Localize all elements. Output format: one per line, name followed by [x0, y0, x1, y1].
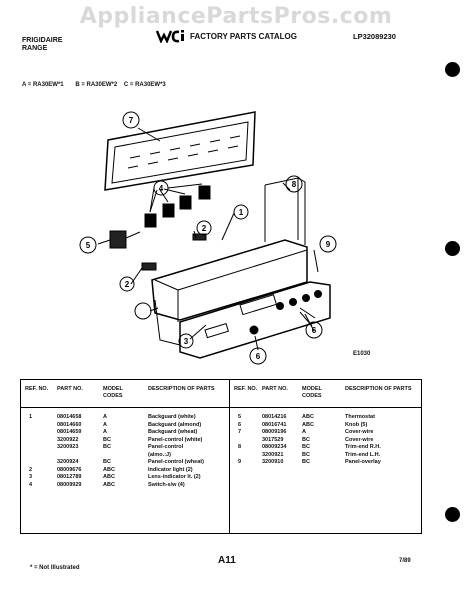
callout-label: 7 [128, 116, 134, 125]
table-cell-code: A [302, 429, 306, 435]
watermark: AppliancePartsPros.com [79, 4, 393, 29]
callout-label: 6 [255, 352, 261, 361]
table-cell-ref: 3 [29, 474, 33, 480]
wire-cover-part [105, 112, 255, 190]
thermostat-part [98, 231, 140, 248]
catalog-title: FACTORY PARTS CATALOG [190, 32, 297, 41]
table-cell-desc: Backguard (wheat) [148, 429, 198, 435]
table-cell-part: 08009929 [57, 481, 82, 488]
table-cell-code: ABC [302, 421, 314, 428]
table-cell-desc: Panel-control (white) [148, 436, 203, 443]
table-cell-part: 08009676 [57, 466, 82, 473]
backguard-part [152, 178, 307, 322]
callout-label: 6 [311, 326, 317, 335]
brand-text: FRIGIDAIRE [22, 37, 63, 44]
col-header-codes: MODEL CODES [302, 386, 322, 399]
table-cell-code: BC [103, 459, 111, 465]
table-cell-part: 3200922 [57, 436, 79, 443]
table-cell-code: BC [103, 444, 111, 450]
model-code-a: A [22, 82, 27, 88]
table-cell-desc: Backguard (almond) [148, 421, 202, 428]
column-divider [229, 380, 230, 533]
table-cell-ref: 8 [238, 444, 242, 450]
table-cell-part: 08014658 [57, 414, 82, 420]
table-cell-part: 3017529 [262, 436, 284, 443]
col-header-codes: MODEL CODES [103, 386, 123, 399]
table-cell-ref: 9 [238, 459, 242, 465]
model-code-c: C [123, 82, 129, 88]
figure-id: E1030 [353, 351, 371, 357]
table-cell-desc: Indicator light (2) [148, 466, 193, 473]
model-a: RA30EW*1 [32, 82, 64, 88]
table-cell-part: 08012789 [57, 474, 82, 480]
header-rule [20, 407, 422, 408]
table-cell-part: 3200910 [262, 459, 284, 465]
table-cell-code: ABC [302, 414, 314, 420]
table-cell-code: A [103, 429, 107, 435]
callout-label: 2 [124, 280, 130, 289]
table-cell-ref: 4 [29, 481, 33, 488]
table-cell-desc: Backguard (white) [148, 414, 196, 420]
indicator-light-part [142, 234, 206, 270]
table-cell-part: 08014659 [57, 429, 82, 435]
table-cell-code: ABC [103, 474, 115, 480]
callout-label: 2 [201, 224, 207, 233]
model-legend: A = RA30EW*1 B = RA30EW*2 C = RA30EW*3 [22, 82, 166, 88]
table-cell-desc: Panel-control (wheat) [148, 459, 204, 465]
table-cell-desc: Trim-end L.H. [345, 451, 381, 458]
table-cell-desc: Panel-overlay [345, 459, 381, 465]
col-header-desc: DESCRIPTION OF PARTS [345, 386, 412, 392]
col-header-part: PART NO. [262, 386, 288, 392]
table-cell-ref: 7 [238, 429, 242, 435]
table-cell-desc: Cover-wire [345, 429, 374, 435]
revision-date: 7/89 [399, 558, 411, 564]
table-cell-code: BC [103, 436, 111, 443]
table-cell-code: ABC [103, 481, 115, 488]
table-cell-part: 3200924 [57, 459, 79, 465]
table-cell-desc: (almo.:J) [148, 451, 171, 458]
callout-label: 8 [291, 180, 297, 189]
callout-label: 3 [183, 337, 189, 346]
catalog-number: LP32089230 [353, 32, 396, 41]
not-illustrated-note: * = Not Illustrated [30, 565, 80, 571]
table-cell-code: A [103, 421, 107, 428]
leader-lines [131, 128, 318, 350]
table-cell-part: 08009234 [262, 444, 287, 450]
table-cell-code: BC [302, 436, 310, 443]
table-cell-desc: Cover-wire [345, 436, 374, 443]
callout-label: 9 [325, 240, 331, 249]
table-cell-ref: 2 [29, 466, 33, 473]
page-number: A11 [218, 555, 236, 566]
table-cell-code: ABC [103, 466, 115, 473]
table-cell-code: BC [302, 451, 310, 458]
table-cell-desc: Switch-s/w (4) [148, 481, 185, 488]
appliance-text: RANGE [22, 45, 48, 52]
table-cell-desc: Panel-control [148, 444, 184, 450]
table-cell-code: BC [302, 459, 310, 465]
table-cell-code: A [103, 414, 107, 420]
model-b: RA30EW*2 [86, 82, 118, 88]
table-cell-part: 08014216 [262, 414, 287, 420]
table-cell-code: BC [302, 444, 310, 450]
col-header-part: PART NO. [57, 386, 83, 392]
model-c: RA30EW*3 [135, 82, 166, 88]
table-cell-ref: 6 [238, 421, 242, 428]
col-header-desc: DESCRIPTION OF PARTS [148, 386, 215, 392]
callout-label: 4 [158, 184, 164, 193]
table-cell-desc: Knob (5) [345, 421, 368, 428]
model-code-b: B [75, 82, 80, 88]
table-cell-desc: Lens-indicator lt. (2) [148, 474, 201, 480]
col-header-ref: REF. NO. [25, 386, 49, 392]
col-header-ref: REF. NO. [234, 386, 258, 392]
table-cell-desc: Trim-end R.H. [345, 444, 381, 450]
table-cell-part: 3200923 [57, 444, 79, 450]
table-cell-ref: 5 [238, 414, 242, 420]
table-cell-desc: Thermostat [345, 414, 375, 420]
table-cell-part: 08014660 [57, 421, 82, 428]
end-trim-part [155, 300, 180, 345]
table-cell-part: 3200921 [262, 451, 284, 458]
callout-label: 5 [85, 241, 91, 250]
table-cell-part: 08009196 [262, 429, 287, 435]
table-cell-ref: 1 [29, 414, 33, 420]
table-cell-part: 08016741 [262, 421, 287, 428]
callout-label: 1 [238, 208, 244, 217]
